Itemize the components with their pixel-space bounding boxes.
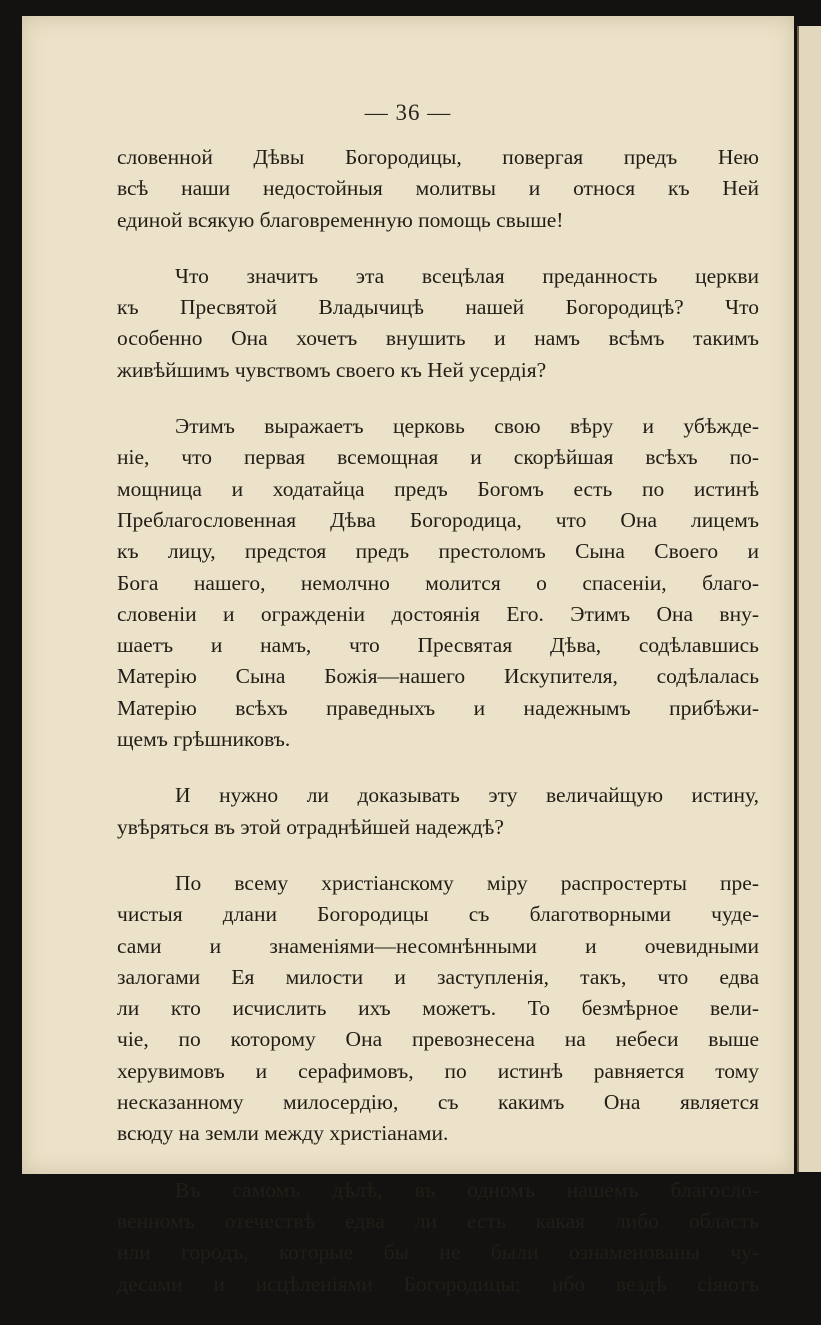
text-line: единой всякую благовременную помощь свыше! (117, 207, 564, 232)
text-line: увѣряться въ этой отраднѣйшей надеждѣ? (117, 814, 504, 839)
page-number: — 36 — (364, 100, 452, 125)
text-line: живѣйшимъ чувствомъ своего къ Ней усердія? (117, 357, 547, 382)
text-line: несказанному милосердію, съ какимъ Она является (117, 1090, 759, 1115)
text-line: шаетъ и намъ, что Пресвятая Дѣва, содѣлавшись (117, 633, 759, 658)
paragraph-6 (117, 1175, 759, 1300)
book-page (22, 16, 794, 1296)
text-line: словеніи и огражденіи достоянія Его. Этимъ Она вну- (117, 601, 759, 626)
text-line: словенной Дѣвы Богородицы, повергая предъ Нею (117, 145, 759, 169)
text-line: венномъ отечествѣ едва ли есть какая либо область (117, 1208, 759, 1233)
text-line: Бога нашего, немолчно молится о спасеніи, благо- (117, 570, 759, 595)
text-line: мощница и ходатайца предъ Богомъ есть по истинѣ (117, 476, 759, 501)
text-line: Преблагословенная Дѣва Богородица, что Она лицемъ (117, 507, 759, 532)
text-line: ли кто исчислить ихъ можетъ. То безмѣрное вели- (117, 996, 759, 1021)
text-line: По всему христіанскому міру распростерты пре- (175, 870, 759, 895)
paragraph-3 (117, 411, 759, 755)
text-line: херувимовъ и серафимовъ, по истинѣ равняется тому (117, 1058, 759, 1083)
paragraph-4 (117, 780, 759, 843)
paragraph-5 (117, 868, 759, 1150)
next-page-edge (797, 26, 821, 1172)
text-line: особенно Она хочетъ внушить и намъ всѣмъ такимъ (117, 326, 759, 351)
text-line: всюду на земли между христіанами. (117, 1121, 449, 1146)
text-line: чистыя длани Богородицы съ благотворными чуде- (117, 902, 759, 927)
text-line: всѣ наши недостойныя молитвы и относя къ Ней (117, 176, 759, 201)
text-line: чіе, по которому Она превознесена на небеси выше (117, 1027, 759, 1052)
text-line: Что значитъ эта всецѣлая преданность церкви (175, 263, 759, 288)
text-line: ніе, что первая всемощная и скорѣйшая всѣхъ по- (117, 445, 759, 470)
text-line: Матерію Сына Божія—нашего Искупителя, содѣлалась (117, 664, 759, 689)
paragraph-1 (117, 142, 759, 236)
text-line: Этимъ выражаетъ церковь свою вѣру и убѣжде- (175, 414, 759, 439)
text-line: къ лицу, предстоя предъ престоломъ Сына Своего и (117, 539, 759, 564)
text-line: сами и знаменіями—несомнѣнными и очевидными (117, 933, 759, 958)
text-line: залогами Ея милости и заступленія, такъ, что едва (117, 964, 759, 989)
text-line: Въ самомъ дѣлѣ, въ одномъ нашемъ благосло- (175, 1177, 759, 1202)
text-line: къ Пресвятой Владычицѣ нашей Богородицѣ? Что (117, 295, 759, 320)
body-text (117, 142, 759, 1325)
text-line: Матерію всѣхъ праведныхъ и надежнымъ прибѣжи- (117, 695, 759, 720)
paragraph-2 (117, 261, 759, 386)
text-line: десами и исцѣленіями Богородицы; ибо вездѣ сіяютъ (117, 1271, 759, 1296)
text-line: или городъ, которые бы не были ознаменованы чу- (117, 1240, 759, 1265)
text-line: щемъ грѣшниковъ. (117, 727, 291, 752)
text-line: И нужно ли доказывать эту величайщую истину, (175, 783, 759, 808)
